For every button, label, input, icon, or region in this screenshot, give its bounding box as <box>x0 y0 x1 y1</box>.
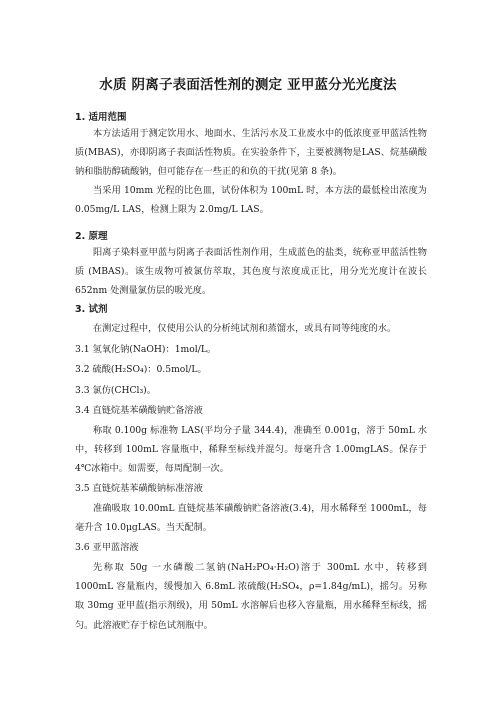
reagent-3-1: 3.1 氢氧化钠(NaOH)：1mol/L。 <box>75 344 217 355</box>
reagent-3-3: 3.3 氯仿(CHCl₃)。 <box>75 385 156 396</box>
section-3-intro: 在测定过程中，仅使用公认的分析纯试剂和蒸馏水，或具有同等纯度的水。 <box>93 323 397 334</box>
reagent-3-6-title: 3.6 亚甲蓝溶液 <box>75 542 139 553</box>
reagent-3-6-text: 先称取 50g 一水磷酸二氢钠(NaH₂PO₄·H₂O)溶于 300mL 水中，转移到 1000mL 容量瓶内，缓慢加入 6.8mL 浓硫酸(H₂SO₄，ρ=1.84g/mL)，摇匀。另称取 30mg 亚甲蓝(指示剂级)，用 50mL 水溶解后也移入容量瓶，用水稀释至标线，摇匀。此溶液贮存于棕色试剂瓶中。 <box>75 562 430 631</box>
page-title: 水质 阴离子表面活性剂的测定 亚甲蓝分光光度法 <box>99 77 397 93</box>
reagent-3-5-title: 3.5 直链烷基苯磺酸钠标准溶液 <box>75 483 203 494</box>
reagent-3-4-text: 称取 0.100g 标准物 LAS(平均分子量 344.4)，准确至 0.001g，溶于 50mL 水中，转移到 100mL 容量瓶中，稀释至标线并混匀。每毫升含 1.00mgLAS。保存于 4℃冰箱中。如需要，每周配制一次。 <box>75 425 430 475</box>
reagent-3-2: 3.2 硫酸(H₂SO₄)：0.5mol/L。 <box>75 364 207 375</box>
section-1-paragraph: 本方法适用于测定饮用水、地面水、生活污水及工业废水中的低浓度亚甲蓝活性物质(MBAS)，亦即阴离子表面活性物质。在实验条件下，主要被测物是LAS、烷基磺酸钠和脂肪醇硫酸钠，但可能存在一些正的和负的干扰(见第 8 条)。 <box>75 128 427 178</box>
section-1-paragraph-2: 当采用 10mm 光程的比色皿，试份体积为 100mL 时，本方法的最低检出浓度为 0.05mg/L LAS，检测上限为 2.0mg/L LAS。 <box>75 185 430 216</box>
section-2-heading: 2. 原理 <box>75 231 108 242</box>
section-2-paragraph: 阳离子染料亚甲蓝与阴离子表面活性剂作用，生成蓝色的盐类，统称亚甲蓝活性物质 (MBAS)。该生成物可被氯仿萃取，其色度与浓度成正比，用分光光度计在波长 652nm 处测量氯仿层的吸光度。 <box>75 247 430 297</box>
reagent-3-4-title: 3.4 直链烷基苯磺酸钠贮备溶液 <box>75 405 203 416</box>
section-1-heading: 1. 适用范围 <box>75 112 127 123</box>
reagent-3-5-text: 准确吸取 10.00mL 直链烷基苯磺酸钠贮备溶液(3.4)，用水稀释至 1000mL，每毫升含 10.0μgLAS。当天配制。 <box>75 503 427 534</box>
section-3-heading: 3. 试剂 <box>75 304 108 315</box>
